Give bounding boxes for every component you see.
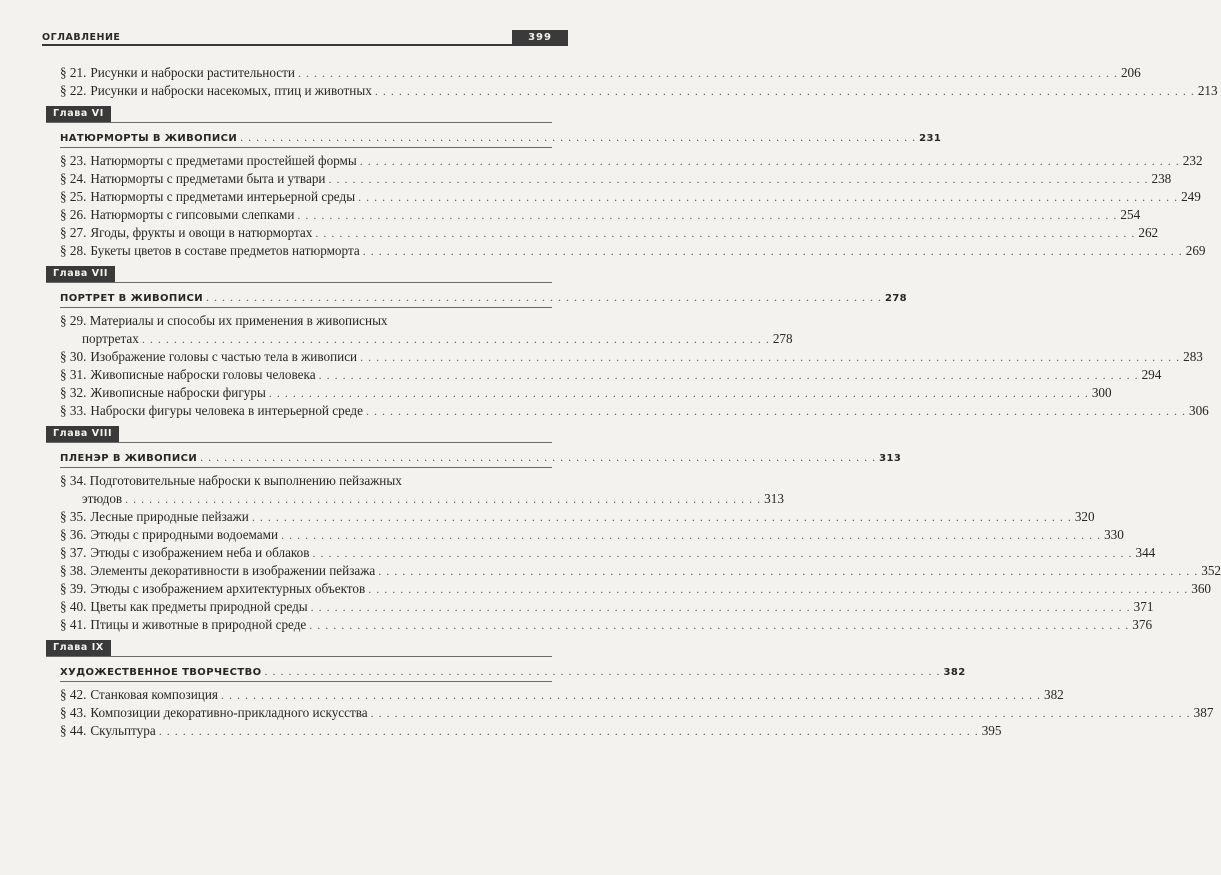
section-number: § 25. <box>60 189 87 204</box>
toc-entry <box>60 526 1124 544</box>
dot-leader <box>159 722 979 740</box>
section-page: 330 <box>1104 527 1124 542</box>
section-title: Этюды с изображением неба и облаков <box>90 545 310 560</box>
section-number: § 38. <box>60 563 87 578</box>
toc-entry <box>60 82 1218 100</box>
chapter-title-row <box>60 127 942 148</box>
dot-leader <box>221 686 1041 704</box>
toc-entry <box>60 366 1162 384</box>
toc-entry <box>60 348 1203 366</box>
section-page: 387 <box>1193 705 1214 720</box>
section-title: Натюрморты с гипсовыми слепками <box>90 207 295 222</box>
chapter-label-bar <box>46 266 552 283</box>
toc-entry <box>60 562 1221 580</box>
running-header-title: ОГЛАВЛЕНИЕ <box>42 32 121 43</box>
dot-leader <box>360 348 1180 366</box>
toc-entry-line <box>60 330 793 348</box>
section-number: § 35. <box>60 509 87 524</box>
toc-entry <box>60 152 1203 170</box>
section-title: Птицы и животные в природной среде <box>90 617 307 632</box>
chapter-page: 278 <box>884 293 908 304</box>
section-number: § 37. <box>60 545 87 560</box>
dot-leader <box>200 447 876 467</box>
dot-leader: . . . . . . . . . . . . . . . . . . . . . . . . . . . . . . . . . . . . . . . . . . . . . . . . . . . . . . . . . . . . . . . . . . . . . . . . . . . . . . . <box>141 332 770 346</box>
chapter-6 <box>53 106 1206 260</box>
section-title: Этюды с изображением архитектурных объектов <box>90 581 366 596</box>
toc-entry <box>60 722 1002 740</box>
chapter-label: Глава VI <box>46 106 111 122</box>
section-title-continued: портретах <box>82 331 139 346</box>
dot-leader <box>309 616 1129 634</box>
chapter-page: 313 <box>879 453 902 464</box>
chapter-7 <box>53 266 1209 420</box>
dot-leader <box>328 170 1148 188</box>
chapter-label-bar <box>46 426 552 443</box>
section-page: 360 <box>1191 581 1211 596</box>
section-title: Композиции декоративно-прикладного искусства <box>90 705 368 720</box>
section-title: Элементы декоративности в изображении пейзажа <box>90 563 376 578</box>
section-title: Рисунки и наброски растительности <box>90 65 295 80</box>
dot-leader <box>360 152 1180 170</box>
section-title: Наброски фигуры человека в интерьерной среде <box>90 403 363 418</box>
toc-entry <box>60 312 793 348</box>
section-page: 395 <box>981 723 1002 738</box>
section-title: Лесные природные пейзажи <box>90 509 249 524</box>
section-title: Станковая композиция <box>90 687 218 702</box>
toc-entry <box>60 206 1141 224</box>
section-title: Живописные наброски фигуры <box>90 385 266 400</box>
section-page: 262 <box>1138 225 1159 240</box>
dot-leader <box>375 82 1195 100</box>
section-number: § 26. <box>60 207 87 222</box>
dot-leader <box>206 287 882 307</box>
section-number: § 34. <box>60 473 87 488</box>
chapter-label: Глава VIII <box>46 426 119 442</box>
section-title: Материалы и способы их применения в живописных <box>89 313 388 328</box>
table-of-contents <box>53 64 1221 746</box>
section-page: 278 <box>772 331 793 346</box>
toc-entry <box>60 170 1172 188</box>
section-title: Живописные наброски головы человека <box>90 367 316 382</box>
dot-leader <box>240 127 916 147</box>
section-page: 238 <box>1151 171 1172 186</box>
dot-leader <box>269 384 1089 402</box>
section-page: 300 <box>1091 385 1112 400</box>
chapter-label-bar <box>46 106 552 123</box>
section-page: 283 <box>1183 349 1203 364</box>
section-number: § 33. <box>60 403 87 418</box>
section-number: § 29. <box>60 313 87 328</box>
section-page: 306 <box>1188 403 1209 418</box>
section-page: 344 <box>1135 545 1156 560</box>
section-page: 320 <box>1074 509 1095 524</box>
chapter-9 <box>53 640 1214 740</box>
section-title: Подготовительные наброски к выполнению пейзажных <box>89 473 402 488</box>
toc-entry-line <box>60 472 552 490</box>
dot-leader <box>265 661 941 681</box>
section-number: § 30. <box>60 349 87 364</box>
section-page: 206 <box>1120 65 1141 80</box>
section-title: Рисунки и наброски насекомых, птиц и животных <box>90 83 372 98</box>
section-number: § 27. <box>60 225 87 240</box>
section-number: § 41. <box>60 617 87 632</box>
toc-entry-line <box>60 312 552 330</box>
toc-entry <box>60 544 1156 562</box>
toc-entry <box>60 616 1153 634</box>
toc-entry <box>60 472 784 508</box>
chapter-label: Глава VII <box>46 266 115 282</box>
section-page: 294 <box>1141 367 1162 382</box>
section-number: § 39. <box>60 581 87 596</box>
section-page: 382 <box>1043 687 1064 702</box>
dot-leader <box>358 188 1178 206</box>
section-title-continued: этюдов <box>82 491 123 506</box>
section-page: 254 <box>1120 207 1141 222</box>
section-title: Натюрморты с предметами простейшей формы <box>90 153 357 168</box>
toc-entry <box>60 508 1095 526</box>
section-number: § 31. <box>60 367 87 382</box>
section-number: § 40. <box>60 599 87 614</box>
chapter-label-bar <box>46 640 552 657</box>
toc-entry <box>60 188 1201 206</box>
section-title: Букеты цветов в составе предметов натюрморта <box>90 243 360 258</box>
dot-leader <box>311 598 1131 616</box>
dot-leader <box>281 526 1101 544</box>
section-title: Натюрморты с предметами быта и утвари <box>90 171 326 186</box>
section-page: 352 <box>1201 563 1221 578</box>
chapter-title: ПЛЕНЭР В ЖИВОПИСИ <box>60 453 198 464</box>
section-title: Цветы как предметы природной среды <box>90 599 308 614</box>
section-number: § 43. <box>60 705 87 720</box>
page-number: 399 <box>512 30 568 46</box>
toc-entry <box>60 242 1206 260</box>
dot-leader <box>368 580 1188 598</box>
chapter-title-row <box>60 447 902 468</box>
chapter-page: 231 <box>919 133 942 144</box>
section-title: Натюрморты с предметами интерьерной среды <box>90 189 356 204</box>
toc-entry <box>60 704 1214 722</box>
section-page: 269 <box>1185 243 1206 258</box>
dot-leader <box>312 544 1132 562</box>
chapter-title: ХУДОЖЕСТВЕННОЕ ТВОРЧЕСТВО <box>60 667 262 678</box>
section-number: § 28. <box>60 243 87 258</box>
section-number: § 21. <box>60 65 87 80</box>
toc-entry <box>60 402 1209 420</box>
section-number: § 24. <box>60 171 87 186</box>
section-page: 232 <box>1182 153 1203 168</box>
dot-leader <box>319 366 1139 384</box>
section-number: § 23. <box>60 153 87 168</box>
chapter-title: ПОРТРЕТ В ЖИВОПИСИ <box>60 293 203 304</box>
chapter-title-row <box>60 287 908 308</box>
section-page: 371 <box>1133 599 1154 614</box>
dot-leader <box>315 224 1135 242</box>
section-title: Скульптура <box>90 723 156 738</box>
section-title: Этюды с природными водоемами <box>90 527 279 542</box>
chapter-title-row <box>60 661 966 682</box>
chapter-title: НАТЮРМОРТЫ В ЖИВОПИСИ <box>60 133 238 144</box>
chapter-8 <box>53 426 1221 634</box>
chapter-label: Глава IX <box>46 640 111 656</box>
section-number: § 32. <box>60 385 87 400</box>
toc-entry <box>60 64 1141 82</box>
section-page: 313 <box>764 491 784 506</box>
dot-leader: . . . . . . . . . . . . . . . . . . . . . . . . . . . . . . . . . . . . . . . . . . . . . . . . . . . . . . . . . . . . . . . . . . . . . . . . . . . . . . . . <box>125 492 762 506</box>
toc-entry <box>60 224 1159 242</box>
chapter-page: 382 <box>943 667 966 678</box>
section-page: 376 <box>1132 617 1153 632</box>
toc-entry <box>60 686 1064 704</box>
dot-leader <box>298 64 1118 82</box>
section-number: § 42. <box>60 687 87 702</box>
section-number: § 22. <box>60 83 87 98</box>
toc-entry <box>60 580 1211 598</box>
section-number: § 36. <box>60 527 87 542</box>
toc-entry <box>60 598 1154 616</box>
section-page: 213 <box>1197 83 1218 98</box>
dot-leader <box>378 562 1198 580</box>
section-page: 249 <box>1181 189 1201 204</box>
running-header <box>42 30 568 46</box>
dot-leader <box>371 704 1191 722</box>
dot-leader <box>363 242 1183 260</box>
toc-entry-line <box>60 490 784 508</box>
dot-leader <box>252 508 1072 526</box>
section-title: Ягоды, фрукты и овощи в натюрмортах <box>90 225 313 240</box>
section-title: Изображение головы с частью тела в живописи <box>90 349 358 364</box>
dot-leader <box>297 206 1117 224</box>
toc-entry <box>60 384 1112 402</box>
dot-leader <box>366 402 1186 420</box>
section-number: § 44. <box>60 723 87 738</box>
